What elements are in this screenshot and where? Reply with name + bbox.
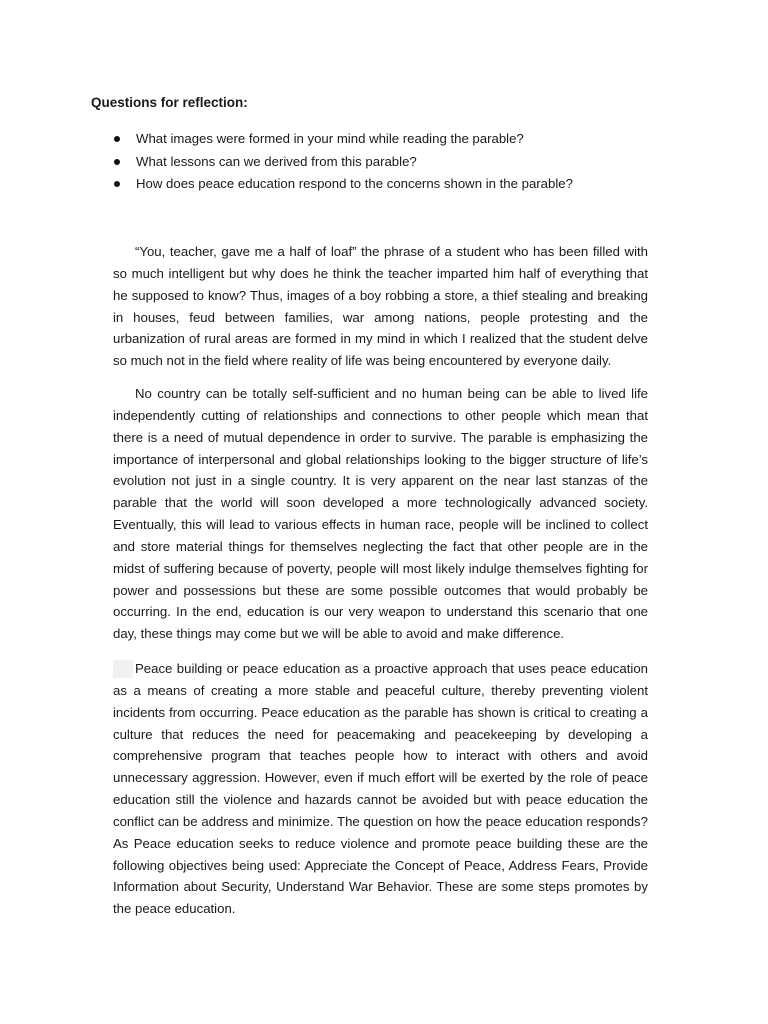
- body-paragraph: No country can be totally self-sufficient and no human being can be able to lived life independently cutting of relationships and connections to other people which mean that there is a need of mutual dependence in order to survive. The parable is emphasizing the importance of interpersonal and global relationships looking to the bigger structure of life’s evolution not just in a single country. It is very apparent on the near last stanzas of the parable that the world will soon developed a more technologically advanced society. Eventually, this will lead to various effects in human race, people will be inclined to collect and store material things for themselves neglecting the fact that other people are in the midst of suffering because of poverty, people will most likely indulge themselves fighting for power and possessions but these are some possible outcomes that would probably be occurring. In the end, education is our very weapon to understand this scenario that one day, these things may come but we will be able to avoid and make difference.: [113, 386, 648, 642]
- question-text: How does peace education respond to the concerns shown in the parable?: [136, 176, 573, 191]
- bullet-icon: [114, 159, 120, 165]
- bullet-icon: [114, 181, 120, 187]
- body-paragraph: “You, teacher, gave me a half of loaf” the phrase of a student who has been filled with so much intelligent but why does he think the teacher imparted him half of everything that he supposed to know? Thus, images of a boy robbing a store, a thief stealing and breaking in houses, feud between families, war among nations, people protesting and the urbanization of rural areas are formed in my mind in which I realized that the student delve so much not in the field where reality of life was being encountered by everyone daily.: [113, 244, 648, 369]
- list-item: [114, 128, 674, 151]
- section-heading: Questions for reflection:: [91, 95, 248, 110]
- list-item: [114, 151, 674, 174]
- body-paragraph: Peace building or peace education as a proactive approach that uses peace education as a means of creating a more stable and peaceful culture, thereby preventing violent incidents from occurring. Peace education as the parable has shown is critical to creating a culture that reduces the need for peacemaking and peacekeeping by developing a comprehensive program that teaches people how to interact with others and avoid unnecessary aggression. However, even if much effort will be exerted by the role of peace education still the violence and hazards cannot be avoided but with peace education the conflict can be address and minimize. The question on how the peace education responds? As Peace education seeks to reduce violence and promote peace building these are the following objectives being used: Appreciate the Concept of Peace, Address Fears, Provide Information about Security, Understand War Behavior. These are some steps promotes by the peace education.: [113, 661, 648, 917]
- question-text: What images were formed in your mind while reading the parable?: [136, 131, 524, 146]
- question-text: What lessons can we derived from this parable?: [136, 153, 417, 169]
- list-item: [114, 173, 674, 196]
- question-list: [114, 128, 674, 196]
- bullet-icon: [114, 136, 120, 142]
